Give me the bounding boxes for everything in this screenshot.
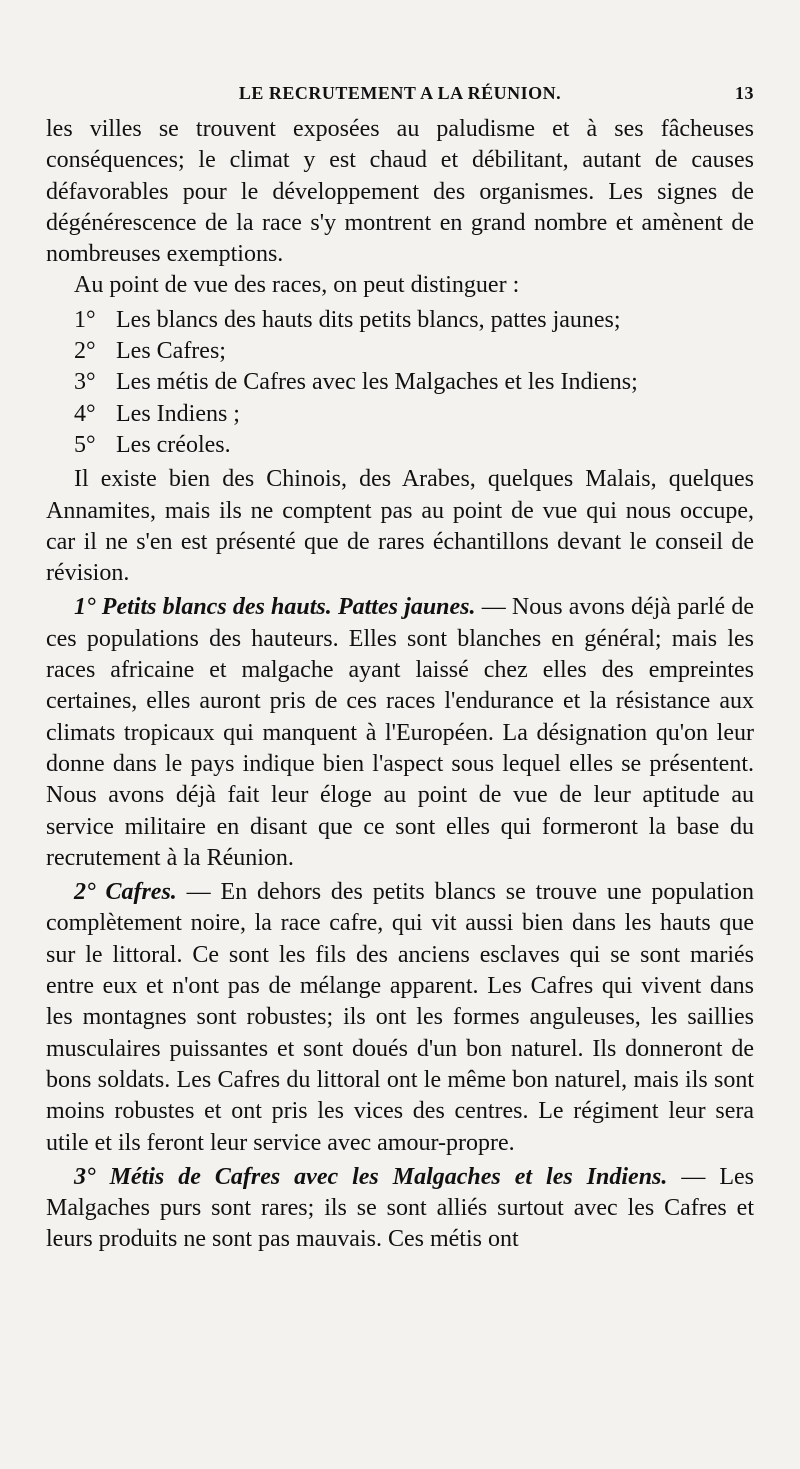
- page-number: 13: [735, 83, 754, 103]
- section-heading: 2° Cafres.: [74, 879, 177, 906]
- list-item: 4° Les Indiens ;: [74, 400, 240, 427]
- running-title: LE RECRUTEMENT A LA RÉUNION.: [238, 83, 562, 103]
- list-item: 3° Les métis de Cafres avec les Malgaches et les Indiens;: [74, 369, 638, 396]
- paragraph-continued: les villes se trouvent exposées au paludisme et à ses fâcheuses conséquences; le climat y est chaud et débilitant, autant de causes défavorables pour le développement des organismes. Les signes de dégénérescence de la race s'y montrent en grand nombre et amènent de nombreuses exemptions.: [46, 116, 754, 268]
- list-item: 2° Les Cafres;: [74, 338, 226, 365]
- section-text: — Les Malgaches purs sont rares; ils se sont alliés surtout avec les Cafres et leurs produits ne sont pas mauvais. Ces métis ont: [46, 1163, 755, 1253]
- body-text: [46, 114, 754, 1256]
- section-text: — Nous avons déjà parlé de ces populations des hauteurs. Elles sont blanches en général; mais les races africaine et malgache ayant laissé chez elles des empreintes certaines, elles auront pris de ces races l'endurance et la résistance aux climats tropicaux qui manquent à l'Européen. La désignation qu'on leur donne dans le pays indique bien l'aspect sous lequel elles se présentent. Nous avons déjà fait leur éloge au point de vue de leur aptitude au service militaire en disant que ce sont elles qui formeront la base du recrutement à la Réunion.: [46, 594, 754, 871]
- list-item: 1° Les blancs des hauts dits petits blancs, pattes jaunes;: [74, 306, 621, 333]
- section-text: — En dehors des petits blancs se trouve une population complètement noire, la race cafre, qui vit aussi bien dans les hauts que sur le littoral. Ce sont les fils des anciens esclaves qui se sont mariés entre eux et n'ont pas de mélange apparent. Les Cafres qui vivent dans les montagnes sont robustes; ils ont les formes anguleuses, les saillies musculaires puissantes et sont doués d'un bon naturel. Ils donneront de bons soldats. Les Cafres du littoral ont le même bon naturel, mais ils sont moins robustes et ont pris les vices des centres. Le régiment leur sera utile et ils feront leur service avec amour-propre.: [46, 879, 755, 1156]
- races-list: [46, 305, 754, 461]
- paragraph-other-races: Il existe bien des Chinois, des Arabes, quelques Malais, quelques Annamites, mais ils ne comptent pas au point de vue qui nous occupe, car il ne s'en est présenté que de rares échantillons devant le conseil de révision.: [46, 466, 754, 587]
- section-metis: [46, 1162, 754, 1256]
- paragraph-races-intro: Au point de vue des races, on peut distinguer :: [74, 272, 520, 299]
- section-heading: 1° Petits blancs des hauts. Pattes jaunes.: [74, 594, 476, 621]
- section-cafres: [46, 877, 754, 1159]
- page-header: [46, 83, 754, 111]
- section-petits-blancs: [46, 592, 754, 874]
- list-item: 5° Les créoles.: [74, 431, 231, 458]
- section-heading: 3° Métis de Cafres avec les Malgaches et les Indiens.: [74, 1163, 668, 1190]
